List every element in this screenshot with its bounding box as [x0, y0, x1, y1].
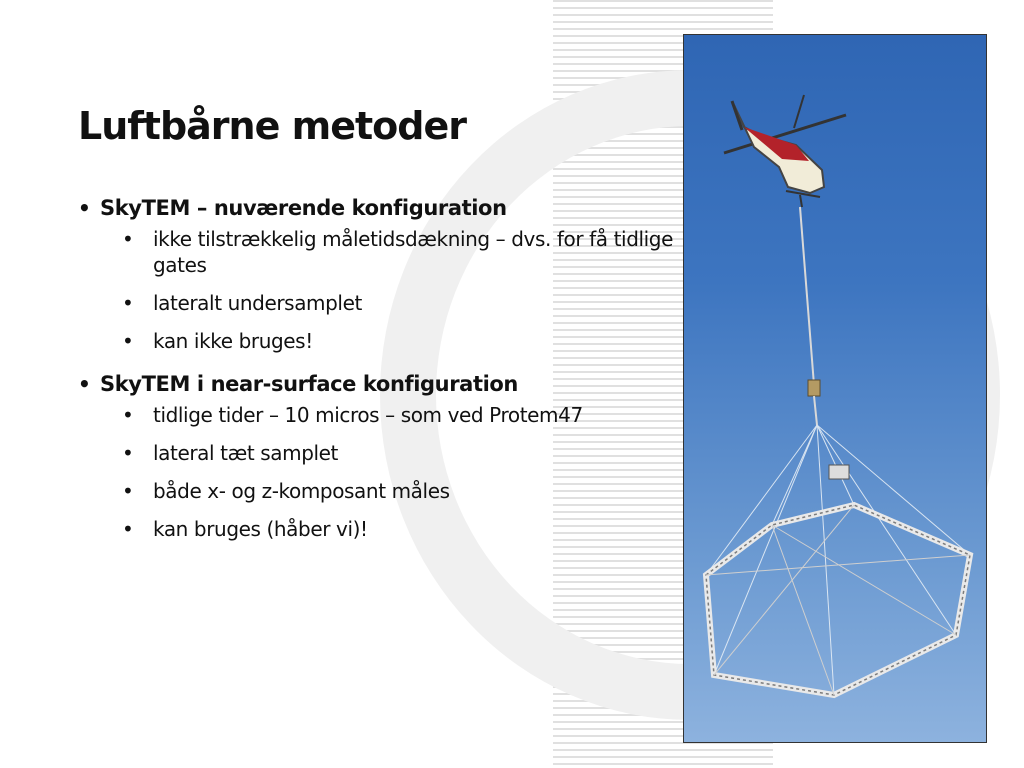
sub-bullet-text: både x- og z-komposant måles: [153, 479, 450, 503]
bullet-dot: •: [122, 227, 134, 251]
helicopter-illustration: [684, 35, 986, 742]
section-heading: SkyTEM – nuværende konfiguration: [100, 196, 507, 220]
bullet-level1: [78, 372, 678, 396]
sub-bullet-item: [122, 402, 678, 428]
sub-bullet-text: ikke tilstrækkelig måletidsdækning – dvs. for få tidlige gates: [153, 227, 674, 277]
slide-title: Luftbårne metoder: [78, 104, 466, 148]
sub-bullet-item: [122, 478, 678, 504]
section-current-configuration: [78, 196, 678, 354]
bullet-level1: [78, 196, 678, 220]
frame-lattice: [706, 505, 970, 695]
sub-bullet-item: [122, 440, 678, 466]
sub-bullet-text: kan bruges (håber vi)!: [153, 517, 368, 541]
helicopter-icon: [724, 95, 846, 207]
receiver-box: [829, 465, 849, 479]
section-near-surface-configuration: [78, 372, 678, 542]
sensor-box: [808, 380, 820, 396]
frame-outline: [706, 505, 970, 695]
slide-content: [78, 196, 678, 560]
sub-bullet-list: [122, 226, 678, 354]
sub-bullet-text: tidlige tider – 10 micros – som ved Protem47: [153, 403, 583, 427]
sub-bullet-text: kan ikke bruges!: [153, 329, 313, 353]
helicopter-photo: [683, 34, 987, 743]
sub-bullet-item: [122, 226, 678, 278]
section-heading: SkyTEM i near-surface konfiguration: [100, 372, 518, 396]
bullet-dot: •: [78, 372, 91, 396]
sub-bullet-text: lateral tæt samplet: [153, 441, 338, 465]
bullet-dot: •: [122, 403, 134, 427]
sub-bullet-list: [122, 402, 678, 542]
sub-bullet-item: [122, 516, 678, 542]
sub-bullet-text: lateralt undersamplet: [153, 291, 362, 315]
bullet-dot: •: [122, 329, 134, 353]
tow-cable: [800, 207, 814, 385]
bullet-dot: •: [122, 517, 134, 541]
frame-cross-wires: [706, 505, 970, 695]
sub-bullet-item: [122, 290, 678, 316]
bullet-dot: •: [122, 291, 134, 315]
bullet-dot: •: [78, 196, 91, 220]
bullet-dot: •: [122, 479, 134, 503]
bullet-dot: •: [122, 441, 134, 465]
sub-bullet-item: [122, 328, 678, 354]
